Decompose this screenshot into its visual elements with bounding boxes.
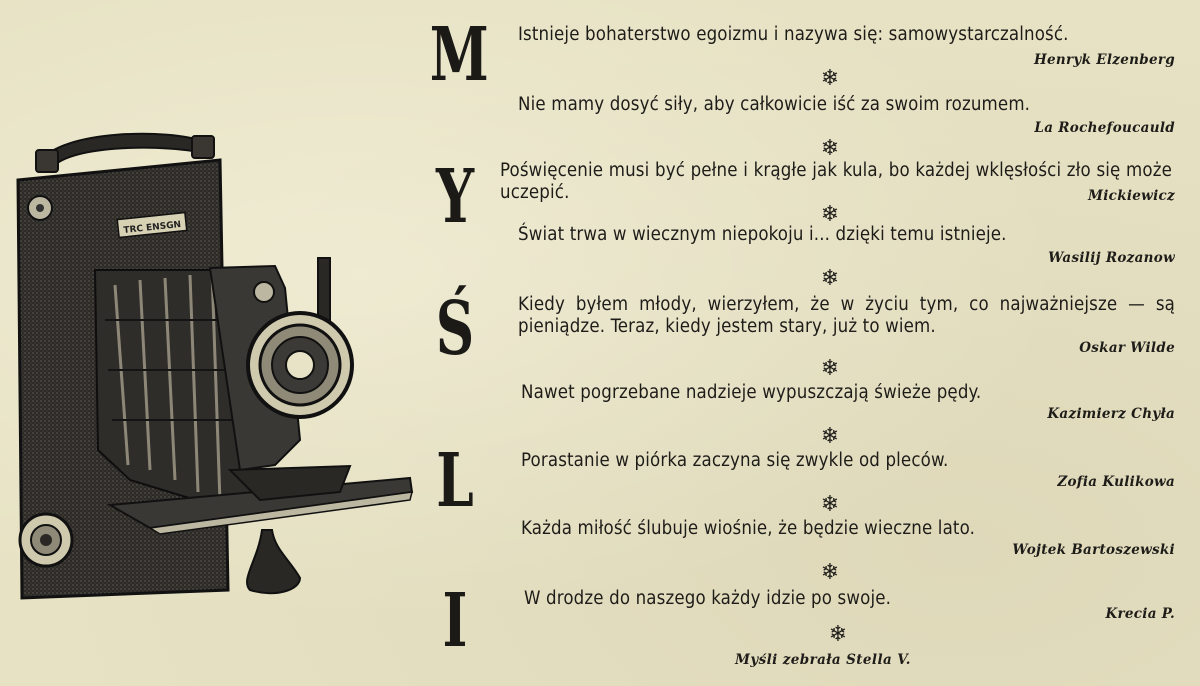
title-letter-l: L bbox=[436, 438, 474, 524]
separator-asterisk: ❄ bbox=[820, 136, 840, 161]
quote-text: Każda miłość ślubuje wiośnie, że będzie wieczne lato. bbox=[521, 518, 976, 539]
quote-author: Wojtek Bartoszewski bbox=[1012, 542, 1175, 558]
quote-text: W drodze do naszego każdy idzie po swoje. bbox=[524, 588, 892, 609]
title-letter-m: M bbox=[429, 12, 489, 98]
quote-author: Kazimierz Chyła bbox=[1047, 406, 1175, 422]
separator-asterisk: ❄ bbox=[820, 492, 840, 517]
quote-text: Poświęcenie musi być pełne i krągłe jak kula, bo każdej wklęsłości zło się może uczepić. bbox=[500, 160, 1172, 203]
title-letter-s-acute: Ś bbox=[435, 286, 475, 372]
compiler-credit: Myśli zebrała Stella V. bbox=[735, 652, 911, 668]
separator-asterisk: ❄ bbox=[820, 356, 840, 381]
quote-author: Henryk Elzenberg bbox=[1033, 52, 1175, 68]
title-letter-y: Y bbox=[435, 154, 475, 240]
separator-asterisk: ❄ bbox=[820, 66, 840, 91]
quote-text: Porastanie w piórka zaczyna się zwykle od pleców. bbox=[521, 450, 949, 471]
separator-asterisk: ❄ bbox=[820, 266, 840, 291]
quote-author: Zofia Kulikowa bbox=[1057, 474, 1175, 490]
quote-author: La Rochefoucauld bbox=[1034, 120, 1175, 136]
brand-plate-text: TRC ENSGN bbox=[123, 219, 182, 236]
separator-asterisk: ❄ bbox=[820, 202, 840, 227]
quote-text: Istnieje bohaterstwo egoizmu i nazywa się: samowystarczalność. bbox=[518, 24, 1069, 45]
separator-asterisk: ❄ bbox=[828, 622, 848, 647]
separator-asterisk: ❄ bbox=[820, 560, 840, 585]
quote-text: Nie mamy dosyć siły, aby całkowicie iść za swoim rozumem. bbox=[518, 94, 1031, 115]
quote-author: Mickiewicz bbox=[1088, 188, 1175, 204]
quote-author: Krecia P. bbox=[1105, 606, 1175, 622]
quote-text: Nawet pogrzebane nadzieje wypuszczają świeże pędy. bbox=[521, 382, 982, 403]
quote-author: Wasilij Rozanow bbox=[1048, 250, 1175, 266]
quote-text: Świat trwa w wiecznym niepokoju i... dzięki temu istnieje. bbox=[518, 224, 1007, 245]
quote-author: Oskar Wilde bbox=[1079, 340, 1175, 356]
separator-asterisk: ❄ bbox=[820, 424, 840, 449]
title-letter-i: I bbox=[442, 578, 468, 664]
vertical-title-mysli bbox=[420, 12, 490, 668]
quote-text: Kiedy byłem młody, wierzyłem, że w życiu tym, co najważniejsze — są pieniądze. Teraz, kiedy jestem stary, już to wiem. bbox=[518, 294, 1175, 337]
folding-camera-illustration bbox=[0, 120, 420, 610]
